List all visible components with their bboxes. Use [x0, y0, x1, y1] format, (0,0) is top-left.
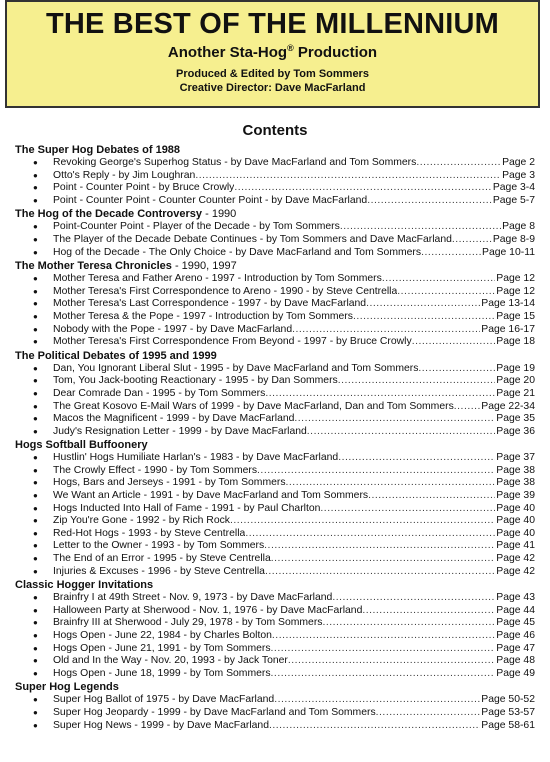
entry-title: Injuries & Excuses - 1996 - by Steve Centrella	[53, 565, 265, 577]
section-title-text: The Political Debates of 1995 and 1999	[15, 349, 217, 362]
dot-leader	[274, 694, 480, 707]
dot-leader	[452, 234, 492, 247]
entry-page: Page 18	[496, 336, 535, 348]
dot-leader	[368, 490, 495, 503]
entry-row	[53, 157, 535, 170]
section-title	[15, 208, 535, 221]
bullet-icon: ●	[33, 426, 38, 436]
entry-row	[53, 195, 535, 208]
bullet-icon: ●	[33, 247, 38, 257]
entry-row	[53, 477, 535, 490]
entry-page: Page 47	[496, 642, 535, 654]
toc-entry	[15, 465, 535, 478]
table-of-contents	[15, 143, 535, 732]
toc-entry	[15, 273, 535, 286]
entry-page: Page 39	[496, 490, 535, 502]
toc-entry	[15, 195, 535, 208]
entry-page: Page 15	[496, 310, 535, 322]
toc-entry	[15, 401, 535, 414]
section-years: - 1990	[202, 208, 237, 221]
entry-row	[53, 426, 535, 439]
entry-row	[53, 617, 535, 630]
entry-row	[53, 630, 535, 643]
bullet-icon: ●	[33, 605, 38, 615]
entry-title: Mother Teresa and Father Areno - 1997 - Introduction by Tom Sommers	[53, 273, 382, 285]
bullet-icon: ●	[33, 631, 38, 640]
dot-leader	[454, 401, 480, 414]
toc-entry	[15, 452, 535, 465]
entry-page: Page 46	[496, 630, 535, 641]
toc-entry	[15, 655, 535, 668]
dot-leader	[366, 298, 480, 311]
entry-title: Otto's Reply - by Jim Loughran	[53, 169, 196, 181]
entry-title: Dear Comrade Dan - 1995 - by Tom Sommers	[53, 387, 266, 399]
entry-row	[53, 375, 535, 388]
toc-section	[15, 579, 535, 680]
entry-page: Page 16-17	[481, 323, 535, 335]
section-title-text: The Mother Teresa Chronicles	[15, 260, 172, 273]
bullet-icon: ●	[33, 274, 38, 284]
dot-leader	[421, 247, 481, 260]
entry-title: Point-Counter Point - Player of the Decade - by Tom Sommers	[53, 221, 340, 233]
entry-page: Page 8-9	[492, 233, 535, 245]
dot-leader	[292, 324, 480, 337]
entry-page: Page 19	[496, 362, 535, 374]
entry-page: Page 36	[496, 425, 535, 437]
entry-page: Page 38	[496, 464, 535, 476]
entry-page: Page 3-4	[492, 182, 535, 194]
entry-page: Page 22-34	[481, 400, 535, 412]
entry-row	[53, 707, 535, 720]
bullet-icon: ●	[33, 158, 38, 167]
dot-leader	[307, 426, 495, 439]
bullet-icon: ●	[33, 183, 38, 193]
entry-title: We Want an Article - 1991 - by Dave MacFarland and Tom Sommers	[53, 490, 369, 502]
dot-leader	[257, 465, 495, 478]
entry-page: Page 20	[496, 375, 535, 387]
entry-row	[53, 643, 535, 656]
bullet-icon: ●	[33, 465, 38, 475]
bullet-icon: ●	[33, 170, 38, 180]
bullet-icon: ●	[33, 337, 38, 347]
entry-page: Page 40	[496, 527, 535, 539]
entry-row	[53, 170, 535, 183]
dot-leader	[320, 503, 495, 516]
toc-section	[15, 439, 535, 578]
toc-section	[15, 681, 535, 732]
entry-title: Macos the Magnificent - 1999 - by Dave MacFarland	[53, 413, 295, 425]
entry-title: Mother Teresa's Last Correspondence - 1997 - by Dave MacFarland	[53, 298, 367, 310]
toc-entry	[15, 375, 535, 388]
entry-title: Point - Counter Point - by Bruce Crowly	[53, 182, 235, 194]
entry-title: Judy's Resignation Letter - 1999 - by Dave MacFarland	[53, 425, 307, 437]
toc-entry	[15, 363, 535, 376]
entry-row	[53, 592, 535, 605]
toc-section	[15, 350, 535, 439]
entry-title: Mother Teresa's First Correspondence From Beyond - 1997 - by Bruce Crowly	[53, 336, 412, 348]
entry-page: Page 40	[496, 502, 535, 514]
entry-title: Point - Counter Point - Counter Counter Point - by Dave MacFarland	[53, 194, 368, 206]
entry-row	[53, 540, 535, 553]
dot-leader	[272, 630, 495, 643]
toc-entry	[15, 540, 535, 553]
dot-leader	[271, 553, 496, 566]
bullet-icon: ●	[33, 593, 38, 603]
dot-leader	[288, 655, 495, 668]
section-years: - 1990, 1997	[171, 260, 237, 273]
dot-leader	[271, 668, 496, 681]
entry-page: Page 45	[496, 617, 535, 629]
entry-page: Page 58-61	[481, 719, 535, 731]
entry-row	[53, 694, 535, 707]
entry-title: Mother Teresa & the Pope - 1997 - Introduction by Tom Sommers	[53, 310, 353, 322]
entry-page: Page 12	[496, 273, 535, 285]
dot-leader	[264, 540, 495, 553]
entry-page: Page 12	[496, 285, 535, 297]
entry-title: Halloween Party at Sherwood - Nov. 1, 1976 - by Dave MacFarland	[53, 604, 363, 616]
entry-row	[53, 720, 535, 733]
entry-page: Page 35	[496, 413, 535, 425]
bullet-icon: ●	[33, 566, 38, 576]
toc-entry	[15, 605, 535, 618]
toc-entry	[15, 553, 535, 566]
toc-entry	[15, 182, 535, 195]
entry-title: Mother Teresa's First Correspondence to Areno - 1990 - by Steve Centrella	[53, 285, 398, 297]
entry-page: Page 40	[496, 515, 535, 527]
entry-row	[53, 298, 535, 311]
entry-page: Page 10-11	[482, 246, 535, 258]
entry-title: Nobody with the Pope - 1997 - by Dave MacFarland	[53, 323, 293, 335]
entry-title: Zip You're Gone - 1992 - by Rich Rock	[53, 515, 230, 527]
entry-title: The Crowly Effect - 1990 - by Tom Sommers	[53, 464, 258, 476]
toc-entry	[15, 311, 535, 324]
entry-row	[53, 490, 535, 503]
entry-page: Page 5-7	[492, 194, 535, 206]
toc-entry	[15, 426, 535, 439]
dot-leader	[397, 286, 495, 299]
entry-row	[53, 324, 535, 337]
entry-page: Page 53-57	[481, 706, 535, 718]
bullet-icon: ●	[33, 222, 38, 232]
bullet-icon: ●	[33, 707, 38, 717]
entry-row	[53, 515, 535, 528]
entry-title: Tom, You Jack-booting Reactionary - 1995 - by Dan Sommers	[53, 375, 338, 387]
entry-row	[53, 388, 535, 401]
toc-entry	[15, 720, 535, 733]
toc-entry	[15, 566, 535, 579]
document-title: THE BEST OF THE MILLENNIUM	[45, 8, 500, 40]
section-title-text: Hogs Softball Buffoonery	[15, 439, 148, 452]
subtitle-text: Another Sta-Hog	[167, 44, 288, 61]
entry-row	[53, 221, 535, 234]
toc-entry	[15, 503, 535, 516]
toc-entry	[15, 707, 535, 720]
entry-row	[53, 273, 535, 286]
entry-row	[53, 452, 535, 465]
title-banner	[5, 0, 540, 108]
section-title	[15, 350, 535, 363]
entry-title: Super Hog News - 1999 - by Dave MacFarland	[53, 719, 269, 731]
dot-leader	[382, 273, 495, 286]
bullet-icon: ●	[33, 363, 38, 373]
entry-row	[53, 668, 535, 681]
toc-entry	[15, 170, 535, 183]
bullet-icon: ●	[33, 401, 38, 411]
toc-entry	[15, 234, 535, 247]
entry-page: Page 48	[496, 655, 535, 667]
credit-director: Creative Director: Dave MacFarland	[179, 82, 366, 94]
entry-row	[53, 234, 535, 247]
dot-leader	[323, 617, 496, 630]
toc-entry	[15, 413, 535, 426]
toc-entry	[15, 515, 535, 528]
dot-leader	[367, 195, 492, 208]
entry-title: Letter to the Owner - 1993 - by Tom Sommers	[53, 540, 265, 552]
entry-row	[53, 182, 535, 195]
dot-leader	[332, 592, 495, 605]
toc-section	[15, 144, 535, 207]
toc-entry	[15, 630, 535, 643]
entry-row	[53, 605, 535, 618]
dot-leader	[269, 720, 480, 733]
entry-page: Page 38	[496, 477, 535, 489]
bullet-icon: ●	[33, 299, 38, 309]
entry-title: Super Hog Jeopardy - 1999 - by Dave MacFarland and Tom Sommers	[53, 706, 376, 718]
dot-leader	[338, 375, 496, 388]
entry-row	[53, 247, 535, 260]
toc-entry	[15, 528, 535, 541]
dot-leader	[340, 221, 501, 234]
entry-row	[53, 413, 535, 426]
entry-page: Page 3	[502, 169, 535, 181]
bullet-icon: ●	[33, 720, 38, 730]
dot-leader	[412, 336, 496, 349]
entry-page: Page 42	[496, 565, 535, 577]
dot-leader	[271, 643, 496, 656]
section-title	[15, 681, 535, 694]
bullet-icon: ●	[33, 516, 38, 526]
entry-title: The Player of the Decade Debate Continues - by Tom Sommers and Dave MacFarland	[53, 233, 452, 245]
bullet-icon: ●	[33, 311, 38, 321]
contents-heading: Contents	[242, 122, 308, 139]
entry-row	[53, 286, 535, 299]
dot-leader	[234, 182, 491, 195]
entry-title: Super Hog Ballot of 1975 - by Dave MacFarland	[53, 694, 275, 706]
toc-entry	[15, 298, 535, 311]
section-title-text: Super Hog Legends	[15, 681, 119, 694]
entry-title: The End of an Error - 1995 - by Steve Centrella	[53, 553, 271, 565]
entry-page: Page 42	[496, 553, 535, 565]
dot-leader	[418, 363, 495, 376]
entry-page: Page 44	[496, 604, 535, 616]
toc-entry	[15, 694, 535, 707]
entry-row	[53, 655, 535, 668]
entry-page: Page 37	[496, 452, 535, 464]
toc-entry	[15, 157, 535, 170]
entry-title: Revoking George's Superhog Status - by Dave MacFarland and Tom Sommers	[53, 157, 417, 168]
entry-page: Page 21	[496, 387, 535, 399]
entry-page: Page 49	[496, 667, 535, 679]
bullet-icon: ●	[33, 376, 38, 386]
bullet-icon: ●	[33, 478, 38, 488]
production-subtitle	[7, 43, 538, 61]
entry-title: Hogs, Bars and Jerseys - 1991 - by Tom Sommers	[53, 477, 286, 489]
section-title	[15, 260, 535, 273]
entry-title: The Great Kosovo E-Mail Wars of 1999 - by Dave MacFarland, Dan and Tom Sommers	[53, 400, 454, 412]
section-title-text: The Super Hog Debates of 1988	[15, 144, 181, 156]
toc-entry	[15, 643, 535, 656]
bullet-icon: ●	[33, 695, 38, 705]
section-title-text: The Hog of the Decade Controversy	[15, 208, 203, 221]
toc-entry	[15, 668, 535, 681]
toc-section	[15, 208, 535, 259]
dot-leader	[294, 413, 495, 426]
entry-title: Brainfry I at 49th Street - Nov. 9, 1973 - by Dave MacFarland	[53, 592, 333, 604]
dot-leader	[353, 311, 495, 324]
dot-leader	[376, 707, 481, 720]
bullet-icon: ●	[33, 656, 38, 666]
entry-title: Hog of the Decade - The Only Choice - by Dave MacFarland and Tom Sommers	[53, 246, 422, 258]
dot-leader	[265, 566, 495, 579]
subtitle-text-rest: Production	[293, 44, 378, 61]
entry-page: Page 43	[496, 592, 535, 604]
dot-leader	[362, 605, 495, 618]
toc-entry	[15, 490, 535, 503]
toc-entry	[15, 477, 535, 490]
entry-title: Old and In the Way - Nov. 20, 1993 - by Jack Toner	[53, 655, 288, 667]
credits	[7, 67, 538, 95]
dot-leader	[286, 477, 496, 490]
toc-entry	[15, 221, 535, 234]
entry-page: Page 50-52	[481, 694, 535, 706]
section-title	[15, 144, 535, 157]
bullet-icon: ●	[33, 234, 38, 244]
entry-row	[53, 528, 535, 541]
toc-entry	[15, 286, 535, 299]
entry-row	[53, 336, 535, 349]
toc-entry	[15, 247, 535, 260]
entry-row	[53, 553, 535, 566]
entry-title: Hustlin' Hogs Humiliate Harlan's - 1983 - by Dave MacFarland	[53, 452, 339, 464]
dot-leader	[245, 528, 495, 541]
bullet-icon: ●	[33, 414, 38, 424]
entry-title: Brainfry III at Sherwood - July 29, 1978 - by Tom Sommers	[53, 617, 323, 629]
dot-leader	[416, 157, 501, 170]
bullet-icon: ●	[33, 643, 38, 653]
section-title	[15, 579, 535, 592]
bullet-icon: ●	[33, 668, 38, 678]
toc-entry	[15, 336, 535, 349]
bullet-icon: ●	[33, 388, 38, 398]
entry-title: Hogs Inducted Into Hall of Fame - 1991 - by Paul Charlton	[53, 502, 321, 514]
entry-row	[53, 401, 535, 414]
bullet-icon: ●	[33, 195, 38, 205]
bullet-icon: ●	[33, 528, 38, 538]
bullet-icon: ●	[33, 554, 38, 564]
entry-page: Page 8	[502, 221, 535, 233]
dot-leader	[265, 388, 495, 401]
bullet-icon: ●	[33, 324, 38, 334]
entry-title: Hogs Open - June 22, 1984 - by Charles Bolton	[53, 630, 272, 641]
toc-entry	[15, 617, 535, 630]
entry-row	[53, 311, 535, 324]
toc-entry	[15, 388, 535, 401]
entry-page: Page 2	[502, 157, 535, 168]
entry-row	[53, 503, 535, 516]
registered-mark: ®	[287, 43, 294, 53]
toc-entry	[15, 592, 535, 605]
bullet-icon: ●	[33, 491, 38, 501]
dot-leader	[195, 170, 501, 183]
entry-row	[53, 363, 535, 376]
dot-leader	[338, 452, 495, 465]
bullet-icon: ●	[33, 618, 38, 628]
entry-page: Page 13-14	[481, 298, 535, 310]
section-title-text: Classic Hogger Invitations	[15, 579, 154, 592]
entry-title: Dan, You Ignorant Liberal Slut - 1995 - by Dave MacFarland and Tom Sommers	[53, 362, 419, 374]
bullet-icon: ●	[33, 541, 38, 551]
entry-row	[53, 465, 535, 478]
bullet-icon: ●	[33, 286, 38, 296]
entry-title: Hogs Open - June 21, 1991 - by Tom Sommers	[53, 642, 271, 654]
credit-producer: Produced & Edited by Tom Sommers	[176, 68, 369, 80]
dot-leader	[230, 515, 495, 528]
toc-section	[15, 260, 535, 349]
entry-row	[53, 566, 535, 579]
section-title	[15, 439, 535, 452]
toc-entry	[15, 324, 535, 337]
entry-title: Hogs Open - June 18, 1999 - by Tom Sommers	[53, 667, 271, 679]
bullet-icon: ●	[33, 503, 38, 513]
bullet-icon: ●	[33, 453, 38, 463]
entry-page: Page 41	[496, 540, 535, 552]
entry-title: Red-Hot Hogs - 1993 - by Steve Centrella	[53, 527, 246, 539]
